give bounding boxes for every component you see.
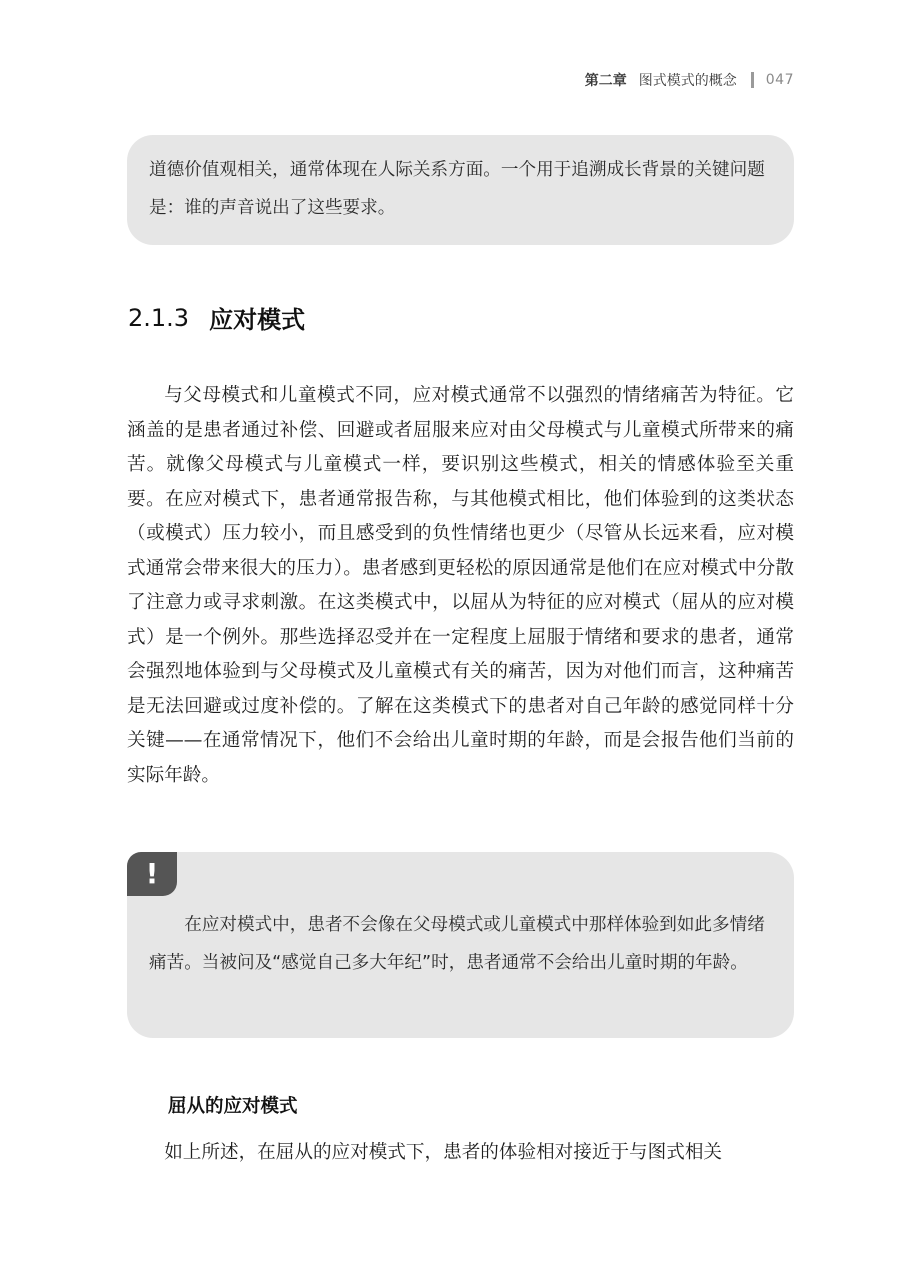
- body-paragraph: 与父母模式和儿童模式不同，应对模式通常不以强烈的情绪痛苦为特征。它涵盖的是患者通过补偿、回避或者屈服来应对由父母模式与儿童模式所带来的痛苦。就像父母模式与儿童模式一样，要识别这些模式，相关的情感体验至关重要。在应对模式下，患者通常报告称，与其他模式相比，他们体验到的这类状态（或模式）压力较小，而且感受到的负性情绪也更少（尽管从长远来看，应对模式通常会带来很大的压力）。患者感到更轻松的原因通常是他们在应对模式中分散了注意力或寻求刺激。在这类模式中，以屈从为特征的应对模式（屈从的应对模式）是一个例外。那些选择忍受并在一定程度上屈服于情绪和要求的患者，通常会强烈地体验到与父母模式及儿童模式有关的痛苦，因为对他们而言，这种痛苦是无法回避或过度补偿的。了解在这类模式下的患者对自己年龄的感觉同样十分关键——在通常情况下，他们不会给出儿童时期的年龄，而是会报告他们当前的实际年龄。: [127, 385, 794, 786]
- exclamation-icon: [127, 852, 177, 896]
- note-text: 在应对模式中，患者不会像在父母模式或儿童模式中那样体验到如此多情绪痛苦。当被问及“感觉自己多大年纪”时，患者通常不会给出儿童时期的年龄。: [149, 915, 765, 973]
- note-box: [127, 852, 794, 1038]
- chapter-title: 图式模式的概念: [638, 73, 737, 89]
- section-title: 应对模式: [209, 306, 306, 334]
- header-divider: [751, 72, 754, 88]
- note-badge-glyph: !: [145, 857, 159, 890]
- callout-text: 道德价值观相关，通常体现在人际关系方面。一个用于追溯成长背景的关键问题是：谁的声音说出了这些要求。: [149, 160, 765, 218]
- body-paragraph-continued: 如上所述，在屈从的应对模式下，患者的体验相对接近于与图式相关: [164, 1142, 723, 1163]
- page-number: 047: [765, 72, 794, 88]
- running-header: [585, 68, 794, 92]
- subsection-heading: 屈从的应对模式: [168, 1096, 298, 1117]
- chapter-label: 第二章: [584, 73, 627, 89]
- section-heading: [128, 300, 305, 335]
- callout-box-continued: [127, 135, 794, 245]
- section-number: 2.1.3: [128, 303, 190, 332]
